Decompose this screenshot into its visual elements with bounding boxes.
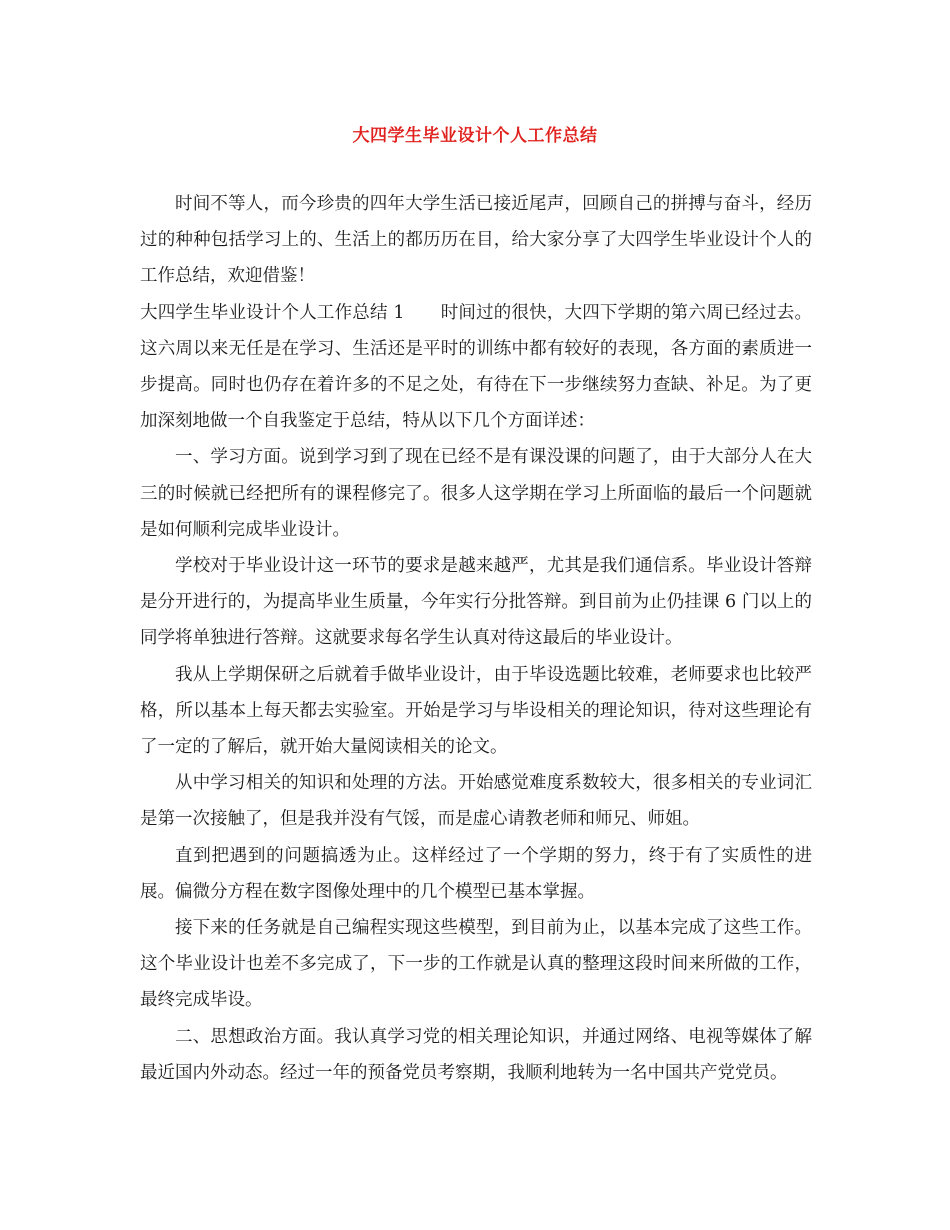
document-title: 大四学生毕业设计个人工作总结: [352, 126, 598, 146]
intro-paragraph: 时间不等人，而今珍贵的四年大学生活已接近尾声，回顾自己的拼搏与奋斗，经历过的种种包括学习上的、生活上的都历历在目，给大家分享了大四学生毕业设计个人的工作总结，欢迎借鉴！: [140, 194, 812, 287]
section-intro: 时间过的很快，大四下学期的第六周已经过去。这六周以来无任是在学习、生活还是平时的训练中都有较好的表现，各方面的素质进一步提高。同时也仍存在着许多的不足之处，有待在下一步继续努力查缺、补足。为了更加深刻地做一个自我鉴定于总结，特从以下几个方面详述：: [140, 302, 812, 432]
paragraph-school-requirements: 学校对于毕业设计这一环节的要求是越来越严，尤其是我们通信系。毕业设计答辩是分开进行的，为提高毕业生质量，今年实行分批答辩。到目前为止仍挂课 6 门以上的同学将单独进行答辩。这就要求每名学生认真对待这最后的毕业设计。: [140, 556, 812, 649]
paragraph-lab-work: 我从上学期保研之后就着手做毕业设计，由于毕设选题比较难，老师要求也比较严格，所以基本上每天都去实验室。开始是学习与毕设相关的理论知识，待对这些理论有了一定的了解后，就开始大量阅读相关的论文。: [140, 664, 812, 758]
paragraph-study: 一、学习方面。说到学习到了现在已经不是有课没课的问题了，由于大部分人在大三的时候就已经把所有的课程修完了。很多人这学期在学习上所面临的最后一个问题就是如何顺利完成毕业设计。: [140, 447, 812, 540]
paragraph-next-tasks: 接下来的任务就是自己编程实现这些模型，到目前为止，以基本完成了这些工作。这个毕业设计也差不多完成了，下一步的工作就是认真的整理这段时间来所做的工作，最终完成毕设。: [140, 918, 812, 1011]
section-paragraph: [140, 295, 812, 440]
paragraph-progress: 直到把遇到的问题搞透为止。这样经过了一个学期的努力，终于有了实质性的进展。偏微分方程在数字图像处理中的几个模型已基本掌握。: [140, 845, 812, 902]
paragraph-learning-methods: 从中学习相关的知识和处理的方法。开始感觉难度系数较大，很多相关的专业词汇是第一次接触了，但是我并没有气馁，而是虚心请教老师和师兄、师姐。: [140, 773, 812, 830]
paragraph-politics: 二、思想政治方面。我认真学习党的相关理论知识，并通过网络、电视等媒体了解最近国内外动态。经过一年的预备党员考察期，我顺利地转为一名中国共产党党员。: [140, 1026, 812, 1083]
document-body: [140, 186, 812, 1091]
section-heading: 大四学生毕业设计个人工作总结 1: [140, 302, 405, 323]
